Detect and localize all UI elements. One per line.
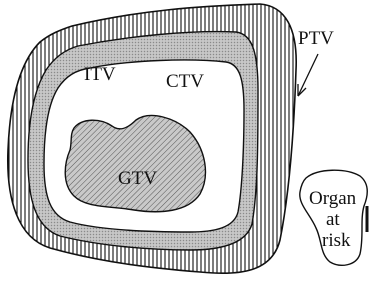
organ-label-line1: Organ (309, 188, 357, 209)
organ-label-line2: at (326, 209, 340, 230)
itv-label: ITV (84, 64, 116, 85)
ptv-label: PTV (298, 28, 334, 49)
gtv-region (65, 116, 205, 212)
organ-label-line3: risk (322, 230, 351, 251)
ptv-arrow-line (298, 54, 318, 96)
ptv-arrow-head (298, 84, 306, 96)
gtv-label: GTV (118, 168, 158, 189)
ctv-label: CTV (166, 71, 204, 92)
